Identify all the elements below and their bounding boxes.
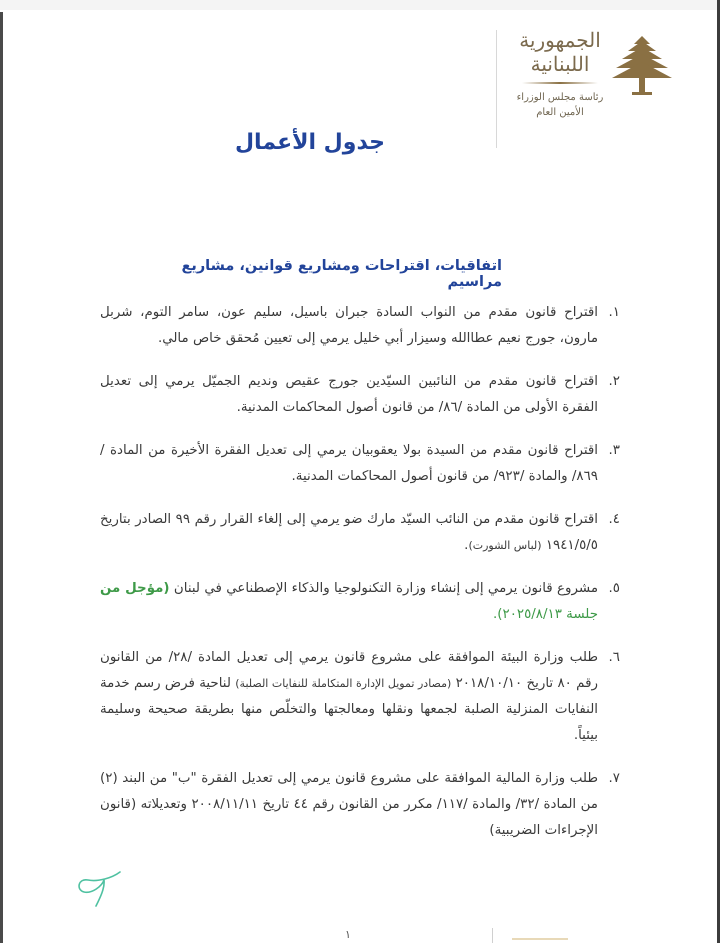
item-note: (مصادر تمويل الإدارة المتكاملة للنفايات الصلبة) [235, 677, 452, 690]
agenda-item-6 [100, 645, 620, 749]
agenda-item-4 [100, 507, 620, 559]
letterhead-office-line1: رئاسة مجلس الوزراء [516, 92, 604, 103]
agenda-item-7 [100, 766, 620, 844]
letterhead-text [510, 28, 610, 120]
postponed-note-label: (مؤجل من [100, 581, 170, 596]
cedar-tree-icon [610, 34, 674, 96]
agenda-item-5 [100, 576, 620, 628]
letterhead-rule [522, 82, 598, 84]
signature-initials [74, 868, 128, 908]
section-heading: اتفاقيات، اقتراحات ومشاريع قوانين، مشاريع مراسيم [181, 258, 502, 290]
item-text-part2: لناحية فرض رسم خدمة النفايات المنزلية الصلبة لجمعها ونقلها ومعالجتها والتخلّص منها بطريقة صحيحة وسليمة بيئياً. [100, 676, 598, 743]
agenda-item-3 [100, 438, 620, 490]
item-number: ٤. [608, 512, 620, 527]
item-number: ٣. [608, 443, 620, 458]
page-top-shade [0, 0, 720, 10]
agenda-list [100, 300, 620, 861]
item-end: . [464, 538, 469, 553]
item-text: مشروع قانون يرمي إلى إنشاء وزارة التكنولوجيا والذكاء الإصطناعي في لبنان [173, 581, 599, 596]
item-number: ٢. [608, 374, 620, 389]
item-text: اقتراح قانون مقدم من النائبين السيّدين جورج عقيص ونديم الجميّل يرمي إلى تعديل الفقرة الأولى من المادة /٨٦/ من قانون أصول المحاكمات المدنية. [100, 374, 598, 415]
letterhead-divider [496, 30, 497, 148]
letterhead [496, 24, 686, 154]
item-note: (لباس الشورت) [468, 539, 542, 552]
letterhead-office-line2: الأمين العام [536, 107, 584, 118]
item-text: اقتراح قانون مقدم من النواب السادة جبران باسيل، سليم عون، سامر التوم، شربل مارون، جورج نعيم عطاالله وسيزار أبي خليل يرمي إلى تعيين مُحقق خاص مالي. [100, 305, 598, 346]
item-text: طلب وزارة المالية الموافقة على مشروع قانون يرمي إلى تعديل الفقرة "ب" من البند (٢) من المادة /٣٢/ والمادة /١١٧/ مكرر من القانون رقم ٤٤ تاريخ ٢٠٠٨/١١/١١ وتعديلاته (قانون الإجراءات الضريبية) [100, 771, 598, 838]
item-number: ٧. [608, 771, 620, 786]
footer-mark [512, 938, 568, 940]
postponed-note-date: جلسة ٢٠٢٥/٨/١٣). [493, 607, 598, 622]
agenda-item-1 [100, 300, 620, 352]
agenda-item-2 [100, 369, 620, 421]
item-number: ٦. [608, 650, 620, 665]
page-left-edge [0, 12, 3, 943]
letterhead-republic-line1: الجمهورية [519, 28, 601, 52]
item-number: ٥. [608, 581, 620, 596]
page-number: ١ [345, 928, 351, 941]
letterhead-republic-line2: اللبنانية [530, 52, 590, 76]
item-text: اقتراح قانون مقدم من السيدة بولا يعقوبيان يرمي إلى تعديل الفقرة الأخيرة من المادة /٨٦٩/ والمادة /٩٢٣/ من قانون أصول المحاكمات المدنية. [100, 443, 598, 484]
page-title: جدول الأعمال [234, 130, 386, 155]
item-number: ١. [608, 305, 620, 320]
footer-divider [492, 928, 493, 943]
item-text-part1: طلب وزارة البيئة الموافقة على مشروع قانون يرمي إلى تعديل المادة /٢٨/ من القانون رقم ٨٠ تاريخ ٢٠١٨/١٠/١٠ [100, 650, 598, 691]
item-text: اقتراح قانون مقدم من النائب السيّد مارك ضو يرمي إلى إلغاء القرار رقم ٩٩ الصادر بتاريخ ١٩٤١/٥/٥ [100, 512, 598, 553]
